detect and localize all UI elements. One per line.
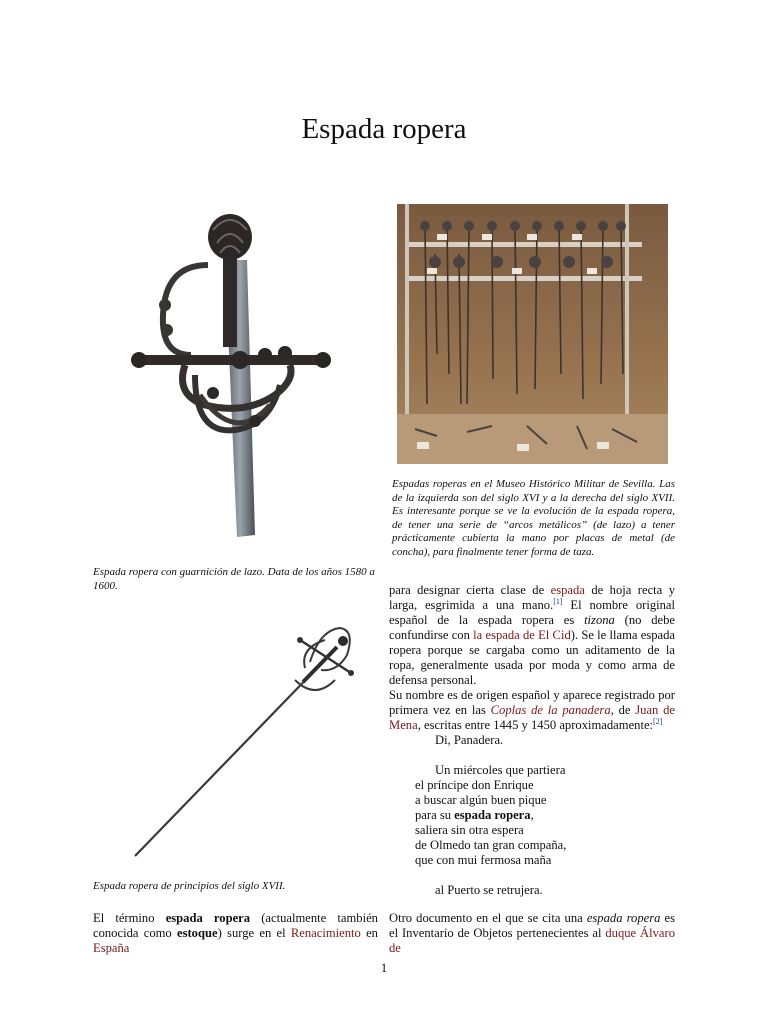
link-espana[interactable]: España: [93, 941, 130, 955]
full-rapier-image: [125, 610, 365, 865]
figure-rapier-hilt-caption: Espada ropera con guarnición de lazo. Data de los años 1580 a 1600.: [93, 566, 375, 592]
para1-text-4: (no debe confundirse con: [389, 613, 675, 642]
para1-text-5: ). Se le llama espada ropera porque se cargaba como un aditamento de la ropa, generalmente usada por moda y como arma de defensa personal.: [389, 628, 675, 687]
poem-line-4: a buscar algún buen pique: [415, 793, 547, 807]
para2-text-1: Su nombre es de origen español y aparece registrado por primera vez en las: [389, 688, 675, 717]
page-title: Espada ropera: [301, 113, 467, 145]
poem-quote: [415, 733, 675, 898]
reference-2[interactable]: [2]: [653, 716, 663, 726]
para3-term: espada ropera: [586, 911, 661, 925]
poem-line-9: al Puerto se retrujera.: [435, 883, 543, 897]
figure-rapier-hilt: [95, 205, 380, 560]
para2-text-2: , de: [610, 703, 636, 717]
intro-text-3: ) surge en el: [217, 926, 291, 940]
poem-line-2: Un miércoles que partiera: [435, 763, 566, 777]
right-column-paragraphs: [389, 583, 675, 733]
paragraph-inventory: [389, 911, 675, 956]
intro-text-2: (actualmente también conocida como: [93, 911, 378, 940]
link-espada[interactable]: espada: [550, 583, 585, 597]
figure-full-rapier: [125, 610, 365, 865]
poem-line-5-a: para su: [415, 808, 455, 822]
link-espada-el-cid[interactable]: la espada de El Cid: [473, 628, 571, 642]
rapier-hilt-image: [95, 205, 380, 560]
reference-1[interactable]: [1]: [553, 596, 563, 606]
para2-text-3: , escritas entre 1445 y 1450 aproximadamente:: [417, 718, 654, 732]
figure-full-rapier-caption: Espada ropera de principios del siglo XVII.: [93, 880, 286, 892]
term-espada-ropera: espada ropera: [165, 911, 251, 925]
para1-text-1: para designar cierta clase de: [389, 583, 551, 597]
poem-line-7: de Olmedo tan gran compaña,: [415, 838, 567, 852]
para1-text-2: de hoja recta y larga, esgrimida a una mano.: [389, 583, 676, 612]
term-estoque: estoque: [176, 926, 218, 940]
page-number: 1: [380, 961, 388, 975]
museum-display-image: [397, 204, 668, 464]
poem-line-6: saliera sin otra espera: [415, 823, 524, 837]
link-renacimiento[interactable]: Renacimiento: [290, 926, 361, 940]
intro-text-1: El término: [93, 911, 166, 925]
poem-line-8: que con mui fermosa maña: [415, 853, 552, 867]
link-juan-de-mena[interactable]: Juan de Mena: [389, 703, 676, 732]
figure-museum-display-caption: Espadas roperas en el Museo Histórico Militar de Sevilla. Las de la izquierda son del siglo XVI y a la derecha del siglo XVII. Es interesante porque se ve la evolución de la espada ropera, de tener una serie de “arcos metálicos” (de lazo) a tener prácticamente cubierta la mano por placas de metal (de concha), para finalmente tener forma de taza.: [392, 478, 675, 558]
intro-text-4: en: [360, 926, 378, 940]
paragraph-origin: [389, 688, 675, 733]
poem-line-5: [415, 808, 675, 823]
term-tizona: tizona: [584, 613, 615, 627]
para1-text-3: El nombre original español de la espada ropera es: [389, 598, 675, 627]
paragraph-definition: [389, 583, 675, 688]
poem-line-5-c: ,: [530, 808, 534, 822]
poem-line-3: el príncipe don Enrique: [415, 778, 534, 792]
para3-text-1: Otro documento en el que se cita una: [389, 911, 587, 925]
intro-paragraph: [93, 911, 378, 956]
poem-line-1: Di, Panadera.: [435, 733, 504, 747]
para3-text-2: es el Inventario de Objetos pertenecientes al: [389, 911, 675, 940]
link-coplas-panadera[interactable]: Coplas de la panadera: [490, 703, 611, 717]
poem-line-5-b: espada ropera: [454, 808, 531, 822]
figure-museum-display: [397, 204, 668, 464]
link-duque-alvaro[interactable]: duque Álvaro de: [389, 926, 675, 955]
